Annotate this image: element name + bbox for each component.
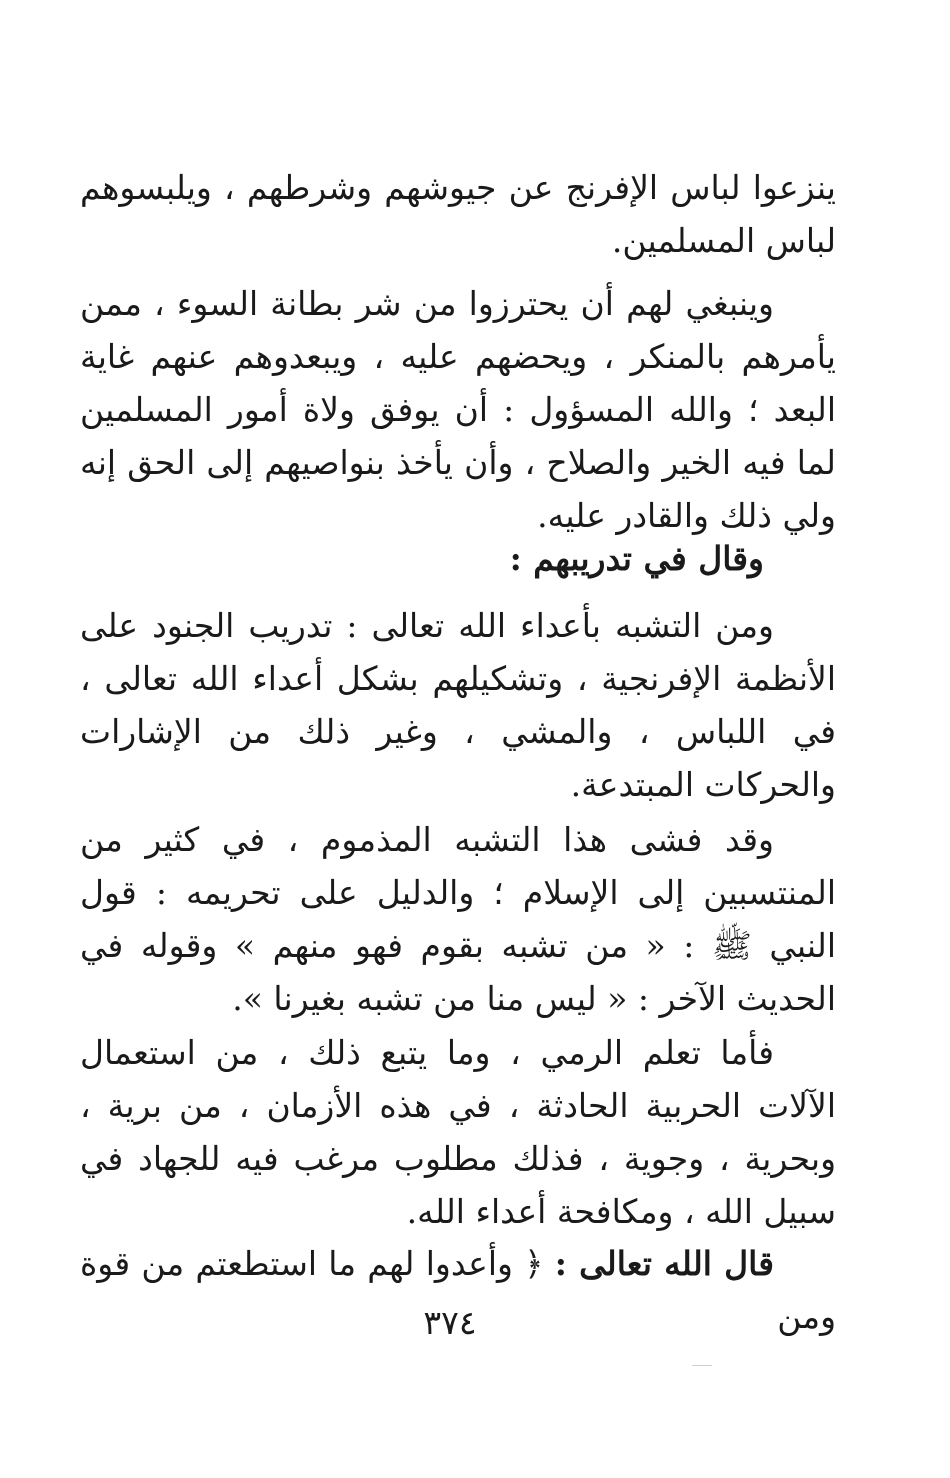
paragraph-3 xyxy=(80,599,836,811)
paragraph-4-text: وقد فشى هذا التشبه المذموم ، في كثير من المنتسبين إلى الإسلام ؛ والدليل على تحريمه : قول النبي ﷺ : « من تشبه بقوم فهو منهم » وقوله في الحديث الآخر : « ليس منا من تشبه بغيرنا ». xyxy=(80,820,836,1018)
paragraph-1-text: ينزعوا لباس الإفرنج عن جيوشهم وشرطهم ، ويلبسوهم لباس المسلمين. xyxy=(80,168,836,260)
quran-verse-start: ﴿ وأعدوا لهم ما استطعتم من قوة ومن xyxy=(80,1244,836,1336)
section-heading-text: وقال في تدريبهم : xyxy=(509,539,764,578)
page-number: ٣٧٤ xyxy=(423,1303,477,1342)
scan-speck xyxy=(692,1365,712,1366)
quran-intro: قال الله تعالى : xyxy=(554,1244,774,1283)
paragraph-3-text: ومن التشبه بأعداء الله تعالى : تدريب الجنود على الأنظمة الإفرنجية ، وتشكيلهم بشكل أعداء الله تعالى ، في اللباس ، والمشي ، وغير ذلك من الإشارات والحركات المبتدعة. xyxy=(80,606,836,804)
paragraph-2 xyxy=(80,277,836,542)
paragraph-1 xyxy=(80,161,836,267)
section-heading xyxy=(80,532,836,585)
paragraph-2-text: وينبغي لهم أن يحترزوا من شر بطانة السوء ، ممن يأمرهم بالمنكر ، ويحضهم عليه ، ويبعدوهم عنهم غاية البعد ؛ والله المسؤول : أن يوفق ولاة أمور المسلمين لما فيه الخير والصلاح ، وأن يأخذ بنواصيهم إلى الحق إنه ولي ذلك والقادر عليه. xyxy=(80,284,836,535)
paragraph-5 xyxy=(80,1026,836,1238)
paragraph-4 xyxy=(80,813,836,1025)
paragraph-5-text: فأما تعلم الرمي ، وما يتبع ذلك ، من استعمال الآلات الحربية الحادثة ، في هذه الأزمان ، من برية ، وبحرية ، وجوية ، فذلك مطلوب مرغب فيه للجهاد في سبيل الله ، ومكافحة أعداء الله. xyxy=(80,1033,836,1231)
